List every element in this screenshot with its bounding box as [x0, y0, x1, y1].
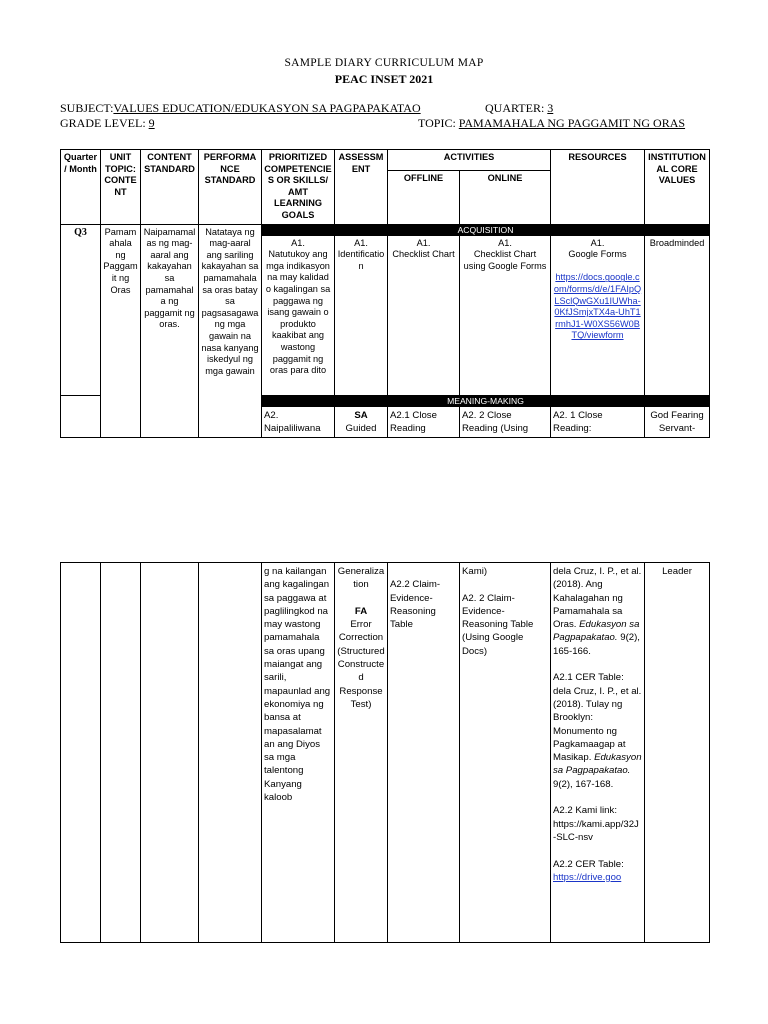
resource-citation-1-journal: Edukasyon sa Pagpapakatao.	[553, 619, 640, 644]
header-online: ONLINE	[460, 171, 551, 225]
grade-value: 9	[148, 116, 155, 130]
online-a2-cont-cell	[460, 563, 551, 943]
quarter-value: 3	[547, 101, 554, 115]
performance-standard-cell: Natataya ng mag-aaral ang sariling kakayahan sa pamamahala sa oras batay sa pagsasagawa ng mga gawain na nasa kanyang iskedyul ng mga gawain	[199, 224, 262, 437]
unit-topic-cont-cell	[101, 563, 141, 943]
online-a1-code: A1.	[498, 237, 512, 248]
drive-link[interactable]: https://drive.goo	[553, 871, 622, 883]
offline-a2-cont-cell	[388, 563, 460, 943]
grade-label: GRADE LEVEL:	[60, 116, 146, 130]
core-values-a1-cell: Broadminded	[645, 235, 710, 395]
header-assessment: ASSESSMENT	[335, 150, 388, 225]
core-values-a2-cell: God Fearing Servant-	[645, 406, 710, 437]
curriculum-map-table	[60, 149, 710, 438]
curriculum-map-table-continued	[60, 562, 710, 943]
assessment-a2-cont-cell	[335, 563, 388, 943]
document-subtitle: PEAC INSET 2021	[334, 72, 434, 86]
subject-label: SUBJECT:	[60, 101, 114, 115]
google-forms-link[interactable]: https://docs.google.com/forms/d/e/1FAIpQLSclQwGXu1IUWha-0KfJSmjxTX4a-UhT1rmhJ1-W0XS56W0BTQ/viewform	[553, 272, 642, 341]
offline-cer-table: A2.2 Claim-Evidence-Reasoning Table	[390, 579, 441, 631]
quarter-label: QUARTER:	[485, 101, 545, 115]
assessment-a1-code: A1.	[354, 237, 368, 248]
header-resources: RESOURCES	[551, 150, 645, 225]
header-offline: OFFLINE	[388, 171, 460, 225]
content-standard-cont-cell	[141, 563, 199, 943]
resources-a1-text: Google Forms	[568, 249, 627, 260]
competency-a1-cell	[262, 235, 335, 395]
grade-line	[60, 116, 155, 131]
subject-value: VALUES EDUCATION/EDUKASYON SA PAGPAPAKATAO	[113, 101, 421, 115]
offline-a2-cell: A2.1 Close Reading	[388, 406, 460, 437]
resource-citation-2-journal: Edukasyon sa Pagpapakatao.	[553, 752, 642, 777]
performance-standard-cont-cell	[199, 563, 262, 943]
header-activities: ACTIVITIES	[388, 150, 551, 171]
topic-label: TOPIC:	[418, 116, 456, 130]
subject-line	[60, 101, 421, 116]
resource-kami-link: A2.2 Kami link: https://kami.app/32J-SLC-nsv	[553, 805, 639, 843]
offline-a1-text: Checklist Chart	[392, 249, 455, 260]
assessment-guided-label: Guided	[345, 422, 377, 434]
online-a1-cell	[460, 235, 551, 395]
resource-citation-2-volume: 9(2), 167-168.	[553, 778, 614, 790]
offline-a1-code: A1.	[416, 237, 431, 248]
resource-cer-table-label: A2.2 CER Table:	[553, 858, 624, 870]
offline-a1-cell	[388, 235, 460, 395]
competency-a2-cell: A2. Naipaliliwana	[262, 406, 335, 437]
resource-citation-2: A2.1 CER Table: dela Cruz, I. P., et al. (2018). Tulay ng Brooklyn: Monumento ng Pagkamaagap at Masikap.	[553, 672, 642, 764]
header-competencies: PRIORITIZED COMPETENCIES OR SKILLS/ AMT LEARNING GOALS	[262, 150, 335, 225]
header-performance-standard: PERFORMANCE STANDARD	[199, 150, 262, 225]
assessment-sa-label: SA	[354, 409, 368, 421]
resource-citation-1-volume: 9(2), 165-166.	[553, 632, 640, 657]
quarter-cont-cell	[61, 563, 101, 943]
assessment-a1-cell	[335, 235, 388, 395]
topic-value: PAMAMAHALA NG PAGGAMIT NG ORAS	[458, 116, 686, 130]
header-quarter: Quarter/ Month	[61, 150, 101, 225]
resources-a2-cell: A2. 1 Close Reading:	[551, 406, 645, 437]
header-unit-topic: UNIT TOPIC: CONTENT	[101, 150, 141, 225]
acquisition-bar: ACQUISITION	[262, 224, 710, 235]
quarter-line	[485, 101, 553, 116]
resources-a1-code: A1.	[590, 237, 605, 248]
online-a2-cell: A2. 2 Close Reading (Using	[460, 406, 551, 437]
resource-citation-1: dela Cruz, I. P., et al. (2018). Ang Kahalagahan ng Pamamahala sa Oras.	[553, 566, 642, 631]
quarter-cell: Q3	[61, 224, 101, 395]
quarter-empty-cell	[61, 395, 101, 437]
assessment-a1-text: Identification	[337, 249, 385, 271]
meaning-making-bar: MEANING-MAKING	[262, 395, 710, 406]
assessment-a2-cell	[335, 406, 388, 437]
competency-a1-code: A1.	[291, 237, 305, 248]
content-standard-cell: Naipamamalas ng mag-aaral ang kakayahan sa pamamahala ng paggamit ng oras.	[141, 224, 199, 437]
unit-topic-cell: Pamamahala ng Paggamit ng Oras	[101, 224, 141, 437]
competency-a2-cont-cell: g na kailangan ang kagalingan sa paggawa at paglilingkod na may wastong pamamahala sa oras upang maiangat ang sarili, mapaunlad ang ekonomiya ng bansa at mapasalamat an ang Diyos sa mga talentong Kanyang kaloob	[262, 563, 335, 943]
assessment-generalization: Generalization	[337, 566, 385, 591]
assessment-fa-label: FA	[354, 605, 368, 617]
core-values-cont-cell: Leader	[645, 563, 710, 943]
resources-a1-cell	[551, 235, 645, 395]
header-content-standard: CONTENT STANDARD	[141, 150, 199, 225]
document-title: SAMPLE DIARY CURRICULUM MAP	[284, 57, 484, 69]
online-cer-table: A2. 2 Claim-Evidence-Reasoning Table (Using Google Docs)	[462, 592, 534, 657]
topic-line	[418, 116, 685, 131]
online-a1-text: Checklist Chart using Google Forms	[463, 249, 547, 271]
assessment-error-correction: Error Correction (Structured Constructed Response Test)	[337, 619, 385, 710]
resources-a2-cont-cell	[551, 563, 645, 943]
online-kami-close: Kami)	[462, 566, 488, 577]
competency-a1-text: Natutukoy ang mga indikasyon na may kalidad o kagalingan sa paggawa ng isang gawain o produkto kaakibat ang wastong paggamit ng oras para dito	[265, 249, 331, 376]
header-core-values: INSTITUTIONAL CORE VALUES	[645, 150, 710, 225]
